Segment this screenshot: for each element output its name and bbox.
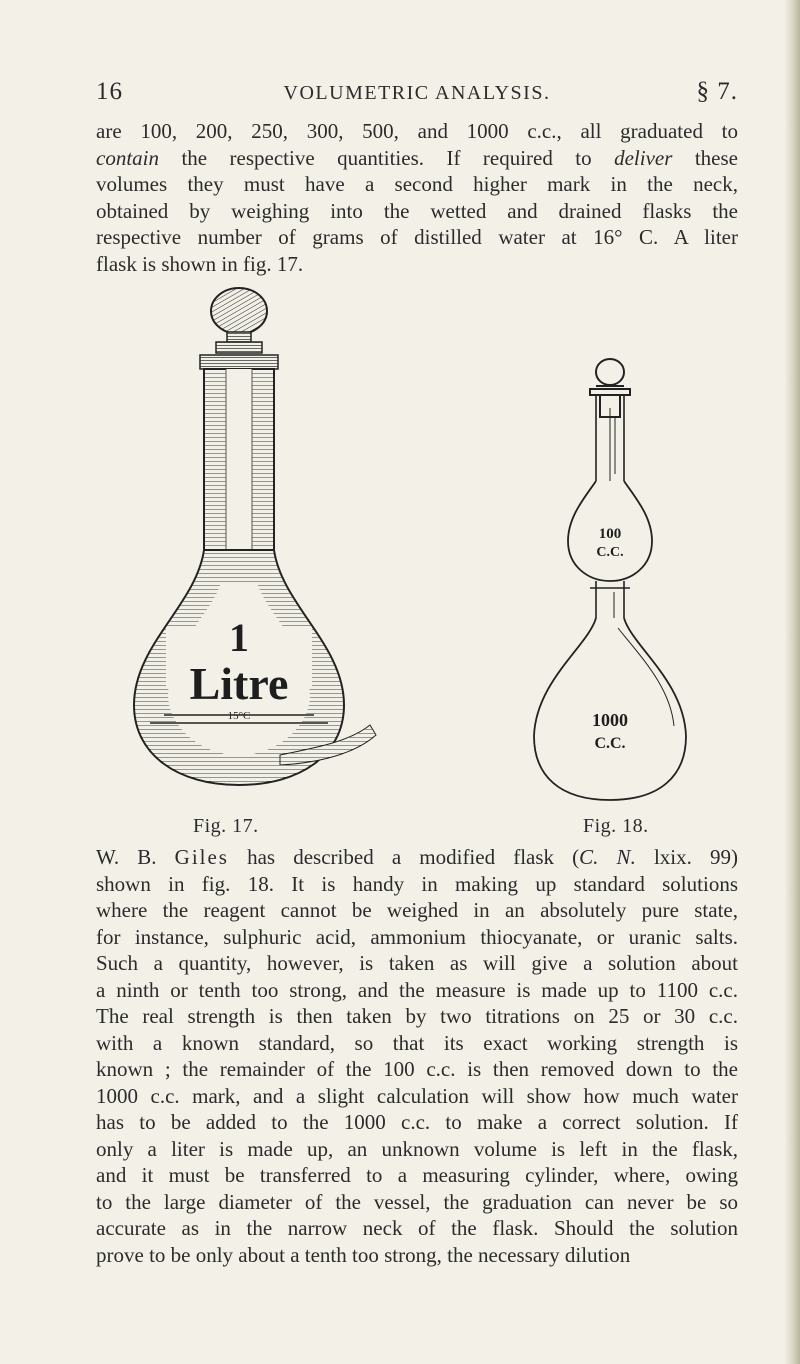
text-line: to the large diameter of the vessel, the graduation can never be so (96, 1189, 738, 1214)
text-line: with a known standard, so that its exact working strength is (96, 1030, 738, 1055)
text-line: shown in fig. 18. It is handy in making up standard solutions (96, 871, 738, 896)
flask-stopper (211, 288, 267, 353)
flask-label-litre: Litre (189, 658, 289, 709)
figure-18-modified-flask (490, 356, 730, 808)
text-fragment: W. B. (96, 845, 175, 869)
paragraph-giles (96, 844, 738, 1268)
page-header (96, 74, 738, 108)
text-line: known ; the remainder of the 100 c.c. is then removed down to the (96, 1057, 738, 1081)
flask-label-temperature: 15°C (227, 710, 251, 722)
flask-middle-neck (590, 581, 630, 618)
text-line: prove to be only about a tenth too strong, the necessary dilution (96, 1242, 631, 1267)
text-fragment: lxix. 99) (635, 845, 738, 869)
text-line: obtained by weighing into the wetted and drained flasks the (96, 198, 738, 223)
lower-bulb-label-1000: 1000 (592, 710, 628, 730)
text-fragment: the respective quantities. If required to (159, 145, 615, 170)
figure-17-caption: Fig. 17. (193, 815, 259, 837)
text-line: and it must be transferred to a measuring cylinder, where, owing (96, 1163, 738, 1187)
text-line: respective number of grams of distilled water at 16° C. A liter (96, 225, 738, 249)
text-fragment: has described a modified flask ( (228, 845, 580, 869)
section-reference: § 7. (696, 78, 738, 105)
text-line: only a liter is made up, an unknown volume is left in the flask, (96, 1136, 738, 1161)
text-line: a ninth or tenth too strong, and the measure is made up to 1100 c.c. (96, 977, 738, 1002)
lower-bulb-label-cc: C.C. (594, 735, 626, 752)
figure-18-caption: Fig. 18. (583, 815, 649, 837)
flask-lower-bulb (534, 618, 686, 800)
text-line: has to be added to the 1000 c.c. to make a correct solution. If (96, 1110, 738, 1134)
author-name: Giles (174, 845, 229, 869)
text-line: where the reagent cannot be weighed in an absolutely pure state, (96, 898, 738, 922)
flask-label-1: 1 (229, 615, 249, 660)
upper-bulb-label-cc: C.C. (596, 545, 624, 560)
text-line: The real strength is then taken by two titrations on 25 or 30 c.c. (96, 1004, 738, 1028)
paragraph-intro (96, 118, 738, 277)
text-line: 1000 c.c. mark, and a slight calculation will show how much water (96, 1083, 738, 1108)
upper-bulb-label-100: 100 (598, 526, 622, 542)
text-line: are 100, 200, 250, 300, 500, and 1000 c.c., all graduated to (96, 119, 738, 143)
text-line: Such a quantity, however, is taken as will give a solution about (96, 951, 738, 975)
page-edge-shadow (784, 0, 800, 1364)
flask-neck (200, 355, 278, 550)
journal-abbrev: C. N. (579, 845, 636, 869)
italic-contain: contain (96, 145, 159, 170)
text-line: flask is shown in fig. 17. (96, 251, 304, 276)
text-line: volumes they must have a second higher mark in the neck, (96, 172, 738, 196)
text-line (96, 145, 738, 172)
figure-17-litre-flask (130, 285, 390, 807)
text-fragment: these (672, 145, 738, 170)
text-line (96, 844, 738, 871)
running-title: VOLUMETRIC ANALYSIS. (283, 82, 551, 104)
text-line: for instance, sulphuric acid, ammonium thiocyanate, or uranic salts. (96, 924, 738, 949)
text-line: accurate as in the narrow neck of the flask. Should the solution (96, 1216, 738, 1240)
page-number: 16 (96, 78, 123, 105)
italic-deliver: deliver (614, 145, 673, 170)
